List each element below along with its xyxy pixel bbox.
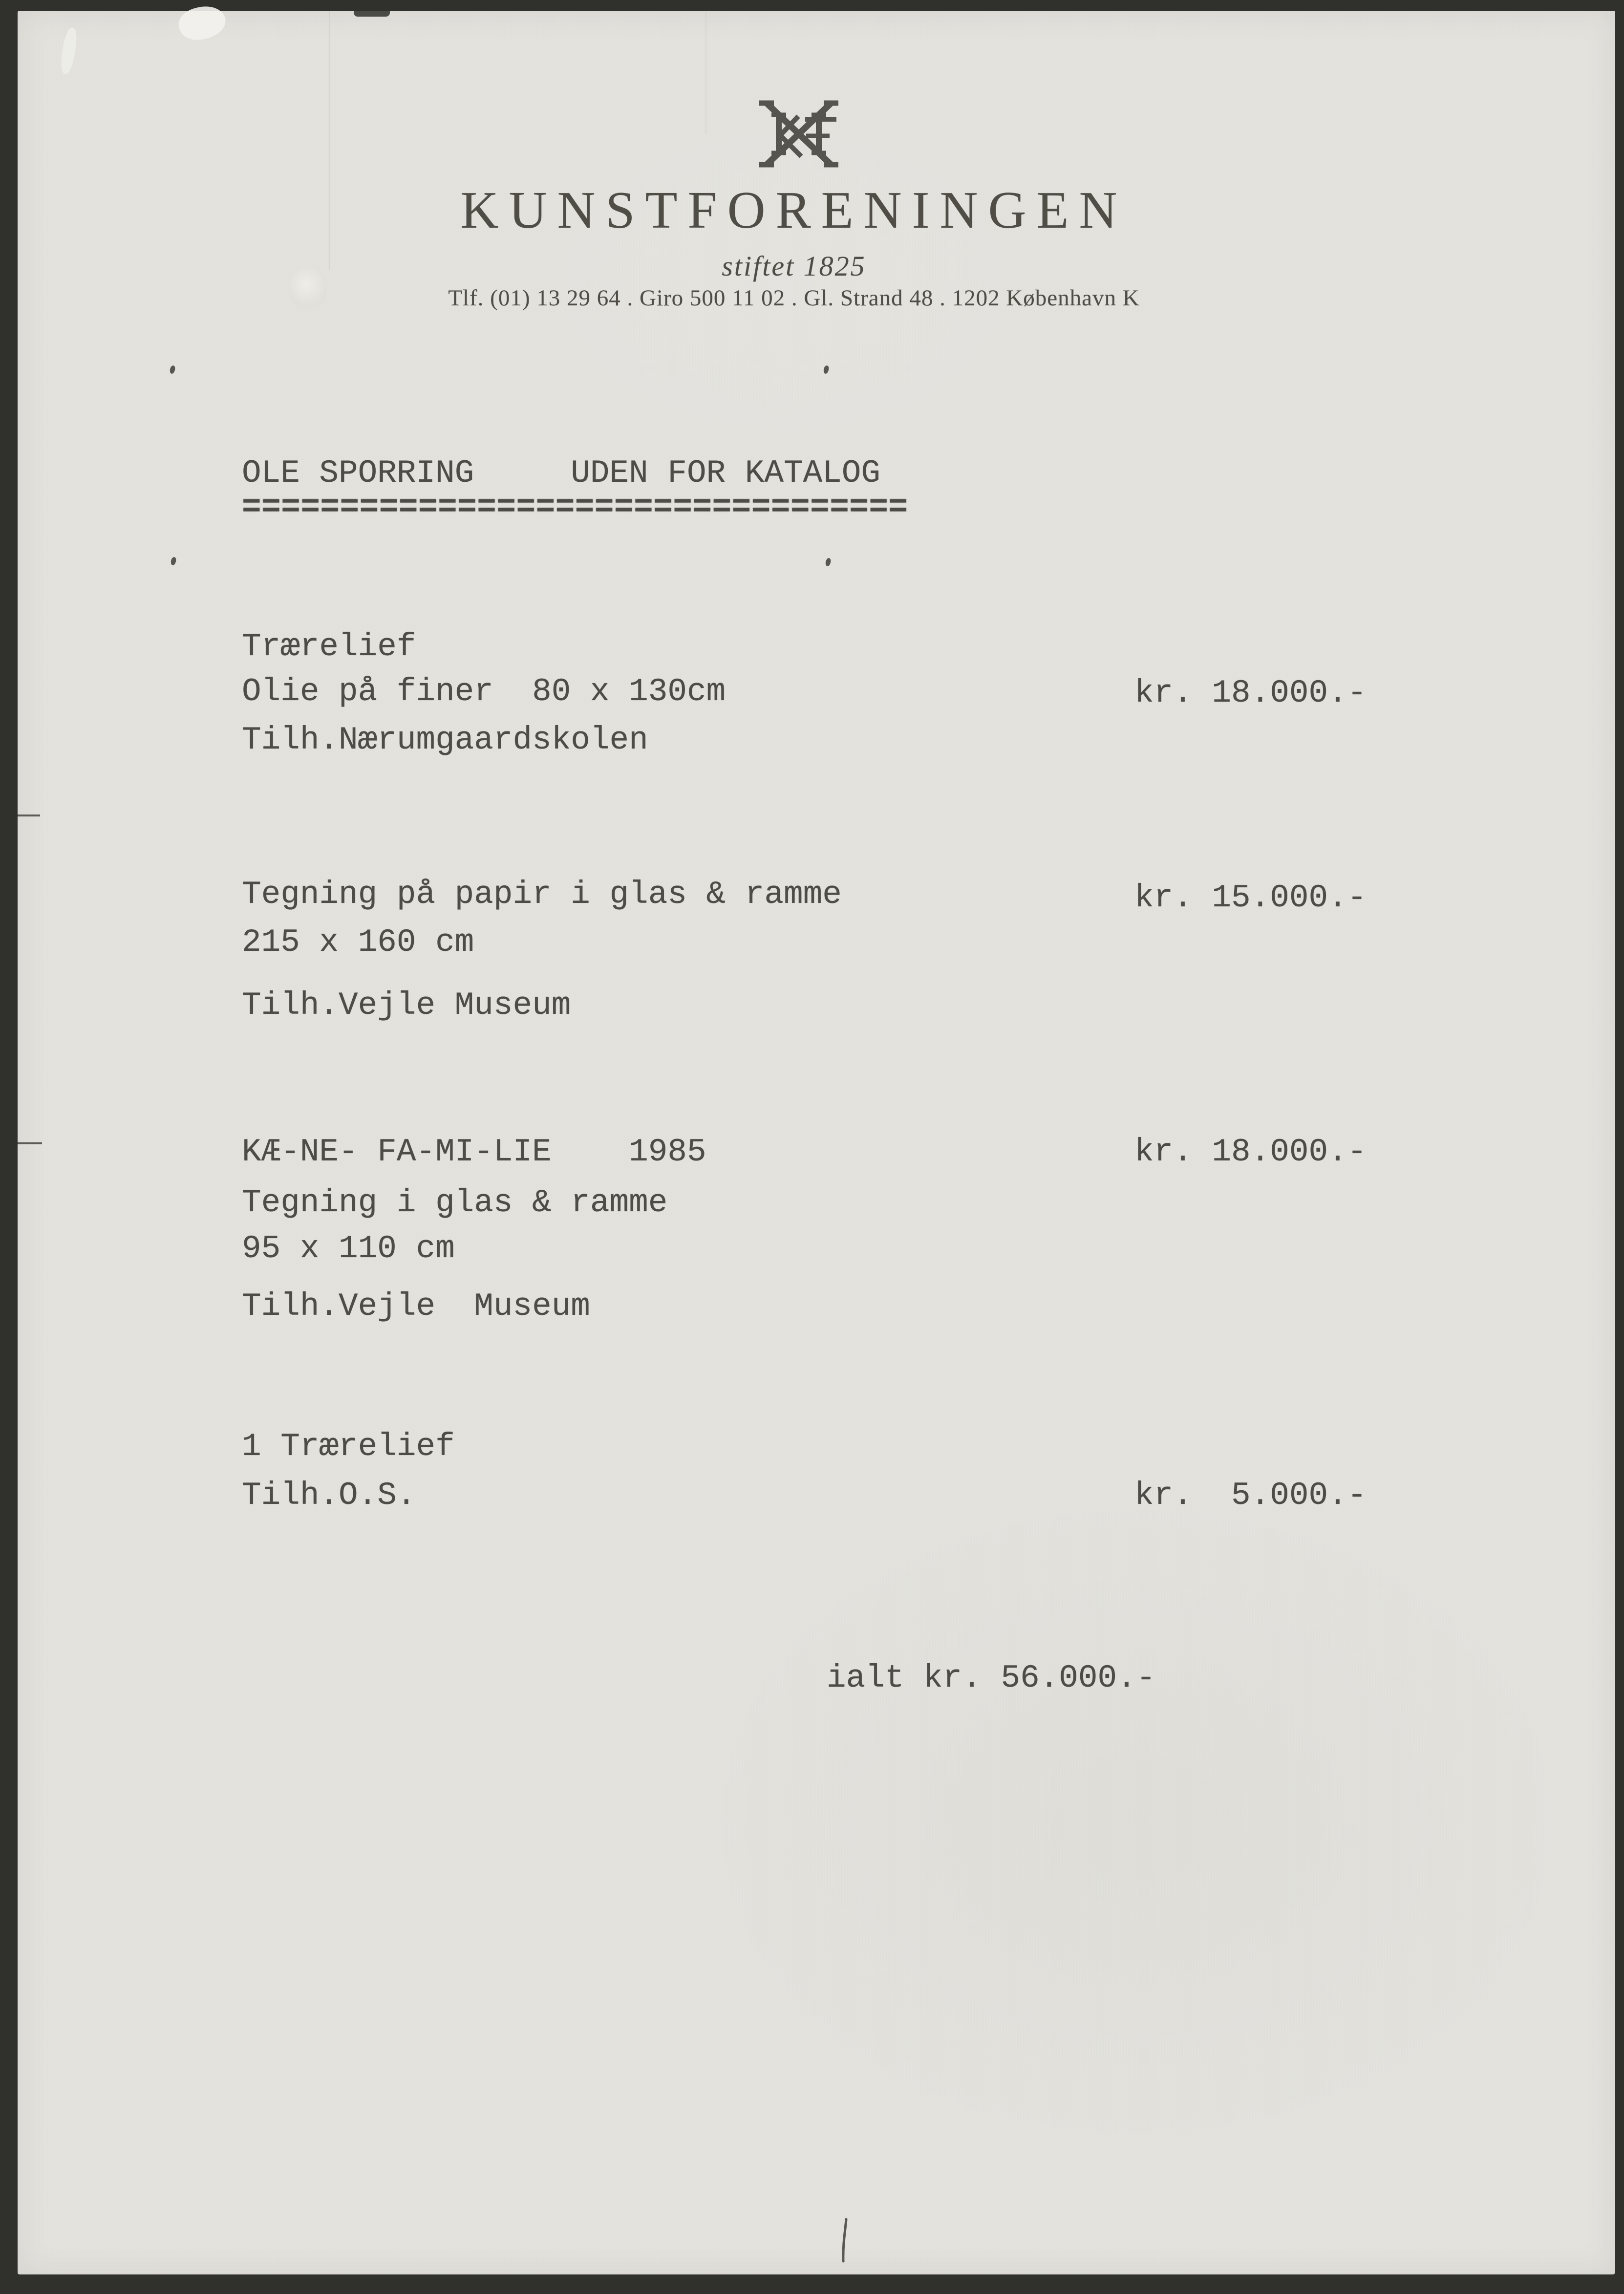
pen-slash-mark [841, 2218, 849, 2263]
listing-heading: OLE SPORRING UDEN FOR KATALOG [242, 455, 881, 492]
item-price: kr. 15.000.- [1134, 879, 1367, 916]
org-contact-line: Tlf. (01) 13 29 64 . Giro 500 11 02 . Gl. Strand 48 . 1202 København K [448, 285, 1140, 311]
item-title: Trærelief [242, 628, 416, 665]
margin-tick [18, 815, 40, 816]
listing-heading-underline: ================================== [242, 489, 908, 526]
item-owner: Tilh.Nærumgaardskolen [242, 722, 648, 758]
item-price: kr. 5.000.- [1134, 1477, 1367, 1514]
item-owner: Tilh.Vejle Museum [242, 987, 571, 1024]
letter-page [18, 11, 1615, 2274]
paper-notch [354, 11, 390, 17]
paper-crease [705, 11, 706, 134]
item-price: kr. 18.000.- [1134, 1134, 1367, 1170]
pen-dot [823, 365, 830, 374]
paper-chip [59, 27, 79, 75]
margin-tick [18, 1142, 42, 1144]
item-title: 1 Trærelief [242, 1428, 455, 1465]
item-owner: Tilh.O.S. [242, 1477, 416, 1514]
kf-monogram-icon [748, 100, 850, 168]
paper-chip [175, 1, 229, 44]
org-founded-line: stiftet 1825 [722, 250, 866, 282]
org-name: KUNSTFORENINGEN [460, 181, 1128, 239]
item-title: Tegning på papir i glas & ramme [242, 876, 842, 913]
item-medium: Tegning i glas & ramme [242, 1184, 668, 1221]
pen-dot [170, 557, 177, 566]
item-medium: Olie på finer 80 x 130cm [242, 673, 726, 710]
item-dimensions: 215 x 160 cm [242, 924, 474, 961]
item-title: KÆ-NE- FA-MI-LIE 1985 [242, 1134, 706, 1170]
item-price: kr. 18.000.- [1134, 675, 1367, 711]
pen-dot [825, 557, 832, 567]
item-dimensions: 95 x 110 cm [242, 1230, 455, 1267]
pen-dot [169, 365, 176, 374]
total-line: ialt kr. 56.000.- [827, 1660, 1156, 1696]
item-owner: Tilh.Vejle Museum [242, 1288, 590, 1325]
